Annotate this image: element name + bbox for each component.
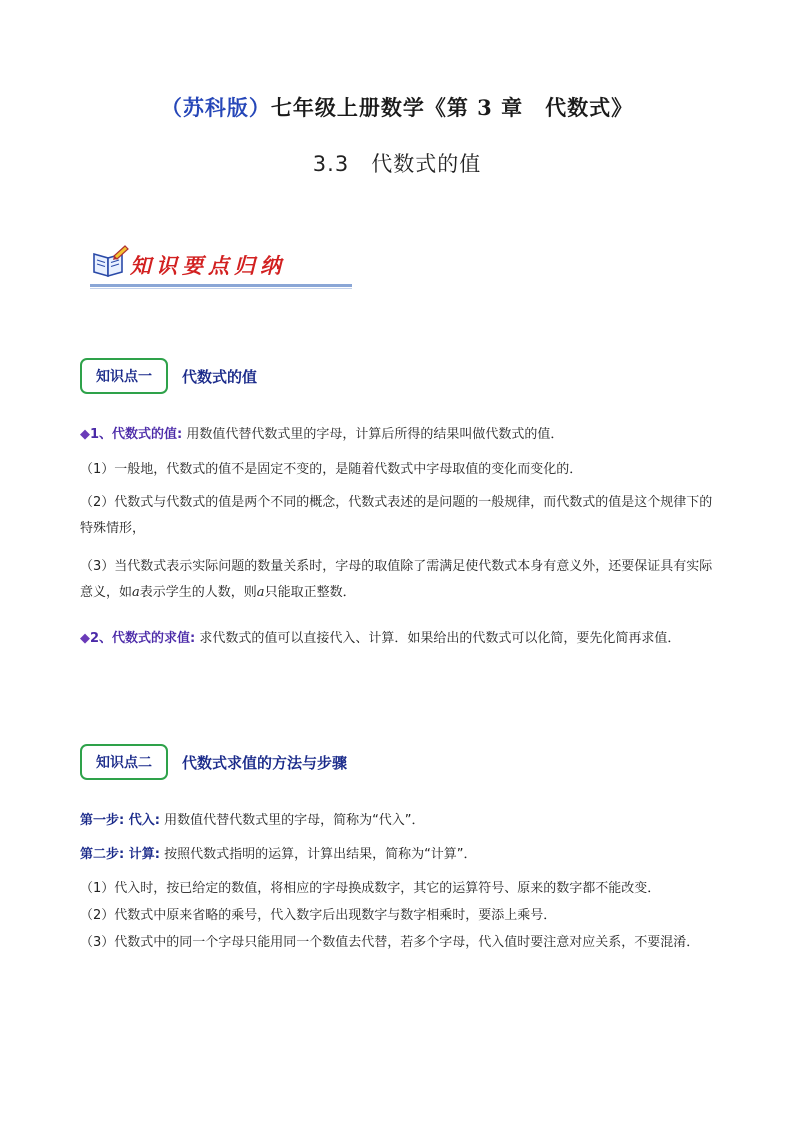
s1-p3-part-c: 只能取正整数．	[264, 585, 356, 600]
publisher-label: （苏科版）	[160, 95, 271, 120]
item-2	[80, 626, 720, 652]
s1-paragraph-3	[80, 554, 720, 606]
s2-paragraph-1: （1）代入时，按已给定的数值，将相应的字母换成数字，其它的运算符号、原来的数字都不能改变．	[80, 881, 661, 896]
diamond-bullet-icon: ◆	[80, 631, 90, 646]
step-1	[80, 808, 720, 834]
step-1-head: 第一步: 代入:	[80, 813, 160, 828]
s1-paragraph-1: （1）一般地，代数式的值不是固定不变的，是随着代数式中字母取值的变化而变化的．	[80, 462, 583, 477]
item-1-text: 用数值代替代数式里的字母，计算后所得的结果叫做代数式的值．	[182, 427, 564, 442]
s2-paragraph-3: （3）代数式中的同一个字母只能用同一个数值去代替，若多个字母，代入值时要注意对应关系，不要混淆．	[80, 935, 700, 950]
item-2-text: 求代数式的值可以直接代入、计算．如果给出的代数式可以化简，要先化简再求值．	[195, 631, 681, 646]
title-text: 七年级上册数学《第 3 章 代数式》	[270, 95, 634, 120]
knowledge-point-2-title: 代数式求值的方法与步骤	[182, 754, 348, 772]
knowledge-banner	[90, 240, 352, 292]
variable-a: a	[132, 585, 140, 600]
s2-paragraph-2: （2）代数式中原来省略的乘号，代入数字后出现数字与数字相乘时，要添上乘号．	[80, 908, 557, 923]
item-2-head: 2、代数式的求值:	[90, 631, 196, 646]
item-1-head: 1、代数式的值:	[90, 427, 183, 442]
step-2-head: 第二步: 计算:	[80, 847, 160, 862]
document-title	[0, 92, 794, 122]
knowledge-point-1-title: 代数式的值	[182, 368, 258, 386]
step-1-text: 用数值代替代数式里的字母，简称为“代入”．	[159, 813, 425, 828]
knowledge-point-1-badge: 知识点一	[80, 358, 168, 394]
item-1	[80, 422, 720, 448]
banner-underline	[90, 284, 352, 287]
diamond-bullet-icon: ◆	[80, 427, 90, 442]
step-2-text: 按照代数式指明的运算，计算出结果，简称为“计算”．	[159, 847, 477, 862]
banner-underline-thin	[90, 288, 352, 289]
book-pen-icon	[90, 244, 130, 278]
s1-p3-part-a: （3）当代数式表示实际问题的数量关系时，字母的取值除了需满足使代数式本身有意义外，还要保证具有实际意义，如	[80, 559, 713, 600]
section-subtitle: 3.3 代数式的值	[312, 152, 482, 176]
s1-p3-part-b: 表示学生的人数，则	[139, 585, 257, 600]
banner-label: 知识要点归纳	[130, 253, 286, 278]
variable-a: a	[256, 585, 265, 600]
knowledge-point-2-badge: 知识点二	[80, 744, 168, 780]
s1-paragraph-2: （2）代数式与代数式的值是两个不同的概念，代数式表述的是问题的一般规律，而代数式的值是这个规律下的特殊情形，	[80, 495, 713, 536]
step-2	[80, 842, 720, 868]
